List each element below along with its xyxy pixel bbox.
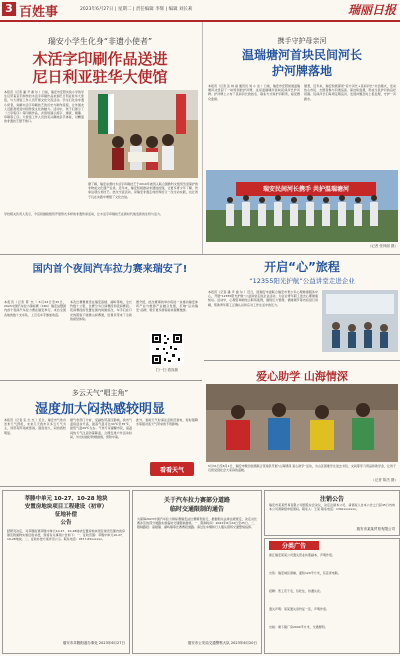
story4-body-a: 本报讯（记者 张 志 杰 ）近日，瑞安市气象台发布天气预报，未来几天我市以多云天气为主，局部有阵雨或雷雨，湿度加大，闷热感较明显。 <box>4 418 66 435</box>
story3-headline: 国内首个夜间汽车拉力赛来瑞安了! <box>32 264 188 275</box>
classified-item: 遗失声明：某某遗失身份证一张，声明作废。 <box>269 607 330 611</box>
story5-kicker: 开启“心”旅程 <box>264 260 340 274</box>
ad1-title-line3: 征地补偿 <box>54 512 77 518</box>
story2-photo-banner: 瑞安民间河长携手 共护温瑞塘河 <box>262 186 350 193</box>
story4-headline: 湿度加大闷热感较明显 <box>34 402 165 417</box>
classified-item: 浙江瑞安某某公司遗失营业执照副本，声明作废。 <box>269 553 336 557</box>
masthead <box>0 0 400 22</box>
ad3-body: 瑞安市某某贸易有限公司经股东会决议，决定注销本公司，请债权人自本公告之日起45日内向本公司清算组申报债权。联系人：王某 联系电话：139xxxxxxxx。 <box>269 503 395 512</box>
story2-kicker: 携手守护母亲河 <box>277 37 327 45</box>
story6-body: 5月31日至6月1日，瑞安市鲍田街道联合苍南县开展“山海情深 爱心助学”活动，为山区困难学生送去书包、文具等学习用品和助学金，让孩子们感受到社会大家庭的温暖。 <box>208 464 396 473</box>
ad1-body: 经研究决定，对莘塍街道莘塍中单元10-27、10-28地块安置房地块项目建设范围内的房屋及附属物实施征收补偿，现将有关事项公告如下：一、征收范围：莘塍中单元10-27、10-28地块。二、征收补偿方案详见公示。联系电话：0577-65xxxxxx。 <box>7 529 125 542</box>
story6-headline: 爱心助学 山海情深 <box>256 370 348 383</box>
ad1-title-line1: 莘塍中单元 10-27、10-28 地块 <box>24 496 108 502</box>
classified-item: 出租：塘下镇厂房2000平方米，交通便利。 <box>269 625 328 629</box>
story1-body-a: 本报讯（记者 潘 尹 谢 尔 ）日前，瑞安市安阳实验小学的学生们带着亲手制作的木活字印刷作品来到尼日利亚驻华大使馆，与大使馆工作人员开展文化交流活动。学生们化身非遗小使者，讲解木活字印刷技艺的历史与制作流程，让外国友人近距离感受中国传统文化的魅力。活动中，孩子们展示了《兰亭集序》等印刷作品，并现场演示拣字、排版、刷墨、印刷等工序。大使馆工作人员饶有兴趣地亲手体验，对精湛的非遗技艺赞不绝口。 <box>4 90 84 124</box>
ad1-title-line4: 公告 <box>60 520 72 526</box>
story2-body-a: 本报讯（记者 张 帅 丽 通讯员 刘 小 洁 ）日前，瑞安市安阳街道温瑞塘河边竖起了一块特别的护河牌，这是温瑞塘河首块民间河长护河牌。护河牌上公布了民间河长的姓名、联系方式和护河职责，接受群众监督。 <box>208 84 300 101</box>
classifieds <box>264 538 400 654</box>
ad1-title-line2: 安置房地块项目工程建设（初审） <box>24 504 108 510</box>
story1-headline-line2: 尼日利亚驻华大使馆 <box>32 68 168 86</box>
weather-badge <box>150 462 194 476</box>
story1-body-b: 据了解，瑞安东源村木活字印刷技艺于2010年被列入联合国教科文组织急需保护的非物质文化遗产名录。近年来，瑞安积极推动非遗进校园，让更多青少年了解、传承这项古老技艺。此次交流活动，是瑞安非遗走向世界的又一次生动实践，也让孩子们在实践中增强了文化自信。 <box>88 182 198 199</box>
story5-subhead: “12355阳光护航”公益讲堂走进企业 <box>249 277 355 285</box>
story2-photo-caption: （记者 张帅丽 摄） <box>367 244 398 248</box>
story2-body-b: 据悉，近年来，瑞安积极探索“官方河长+民间河长”共治模式，发动热心市民、志愿者参与河道巡查、保洁和监督，形成全民护河的良好氛围。民间河长们每周定期巡河，发现问题及时上报处理，守护一河碧水。 <box>304 84 396 101</box>
story2-headline-line1: 温瑞塘河首块民间河长 <box>241 48 362 62</box>
story1-photo <box>88 90 198 178</box>
ad2-body: 为保障2023中国汽车拉力锦标赛瑞安站比赛顺利进行，根据相关法律法规规定，决定对比赛涉及的部分道路实施临时交通限制措施。一、限制时间：2023年6月24日至25日。二、限制路段：高楼镇、湖岭镇等比赛赛段道路。请过往车辆和行人服从现场交通警察指挥。 <box>137 517 257 530</box>
story1-kicker: 瑞安小学生化身“非遗小使者” <box>47 37 153 46</box>
story5-body: 本报讯（记者 潘 尹 谢 尔 ）近日，团瑞安市委联合瑞安市青少年心理健康服务中心，开展“12355阳光护航”公益讲堂走进企业活动，为企业青年职工送去心理健康知识。活动中，心理咨询师结合职场案例，围绕压力管理、情绪调节等内容进行讲解，帮助青年职工正确认识和应对工作生活中的压力。 <box>208 290 318 307</box>
classified-item: 出售：瑞安城区商铺，面积120平方米，有意者电联。 <box>269 571 341 575</box>
weather-badge-label: 看看天气 <box>159 467 184 474</box>
story1-headline-line1: 木活字印刷作品送进 <box>32 50 168 68</box>
ad2-footer: 瑞安市公安局交通警察大队 2023年6月20日 <box>187 641 257 645</box>
ad2-title-line1: 关于汽车拉力赛部分道路 <box>163 497 230 504</box>
ad3-title: 注销公告 <box>319 496 344 503</box>
ad3-notice <box>264 490 400 536</box>
ad1-notice <box>2 490 130 654</box>
story3-body-b: 本次比赛赛道设在瑞安高楼、湖岭等地，全长约数十公里，比赛分为日间赛段和夜间赛段。夜间赛段的设置在国内尚属首次，车手们在灯光的照射下驰骋山间赛道，给观众带来了全新的视觉体验。 <box>70 300 132 321</box>
story4-kicker: 多云天气“唱主角” <box>71 389 129 397</box>
section-title: 百姓事 <box>19 5 59 20</box>
issue-meta: 2023年6月27日 | 星期二 | 责任编辑 李辉 | 编辑 刘长莉 <box>80 7 193 12</box>
paper-logo: 瑞丽日报 <box>347 3 396 17</box>
ad2-notice <box>132 490 262 654</box>
story1-body-c: 学校相关负责人表示，今后将继续组织开展形式多样的非遗传承活动，让木活字印刷技艺在新时代焕发新的生机与活力。 <box>4 212 164 216</box>
story3-qr-caption: 扫一扫 看视频 <box>155 368 179 372</box>
story3-body-a: 本报讯（记者 陈 杰 ）6月24日至25日，2023中国汽车拉力锦标赛（CRC）瑞安站暨国内首个夜间汽车拉力赛在瑞安举行。来自全国各地的数十支车队、上百名车手参加角逐。 <box>4 300 66 317</box>
story2-headline-line2: 护河牌落地 <box>271 64 332 78</box>
story4-body-b: 据气象部门分析，受副热带高压影响，我市气温将逐步升高，最高气温可达34℃至35℃，最低气温26℃左右。气象专家提醒市民，高温闷热天气注意防暑降温，合理安排户外活动时间，外出时做好防晒措施，预防中暑。 <box>70 418 132 439</box>
classifieds-header: 分类广告 <box>269 541 319 550</box>
classified-item: 招聘：普工若干名，包吃住，待遇从优。 <box>269 589 324 593</box>
story3-body-c: 据介绍，此次赛事的举办将进一步推动瑞安体育产业与旅游产业融合发展，打响“运动瑞安”品牌，吸引更多游客前来观赛旅游。 <box>136 300 198 313</box>
ad1-footer: 瑞安市莘塍街道办事处 2023年6月27日 <box>62 641 125 645</box>
story6-photo <box>206 384 398 462</box>
story5-photo <box>322 290 398 352</box>
story6-photo-caption: （记者 陈杰 摄） <box>371 478 398 482</box>
story3-qr-code <box>150 332 184 366</box>
story4-body-c: 此外，雷雨天气时请注意防范雷电、短时强降水等强对流天气带来的不利影响。 <box>136 418 198 427</box>
ad3-footer: 瑞安市某某贸易有限公司 <box>356 527 395 531</box>
ad2-title-line2: 临时交通限制的通告 <box>169 506 224 513</box>
page-number: 3 <box>2 2 16 16</box>
story2-photo <box>206 170 398 242</box>
